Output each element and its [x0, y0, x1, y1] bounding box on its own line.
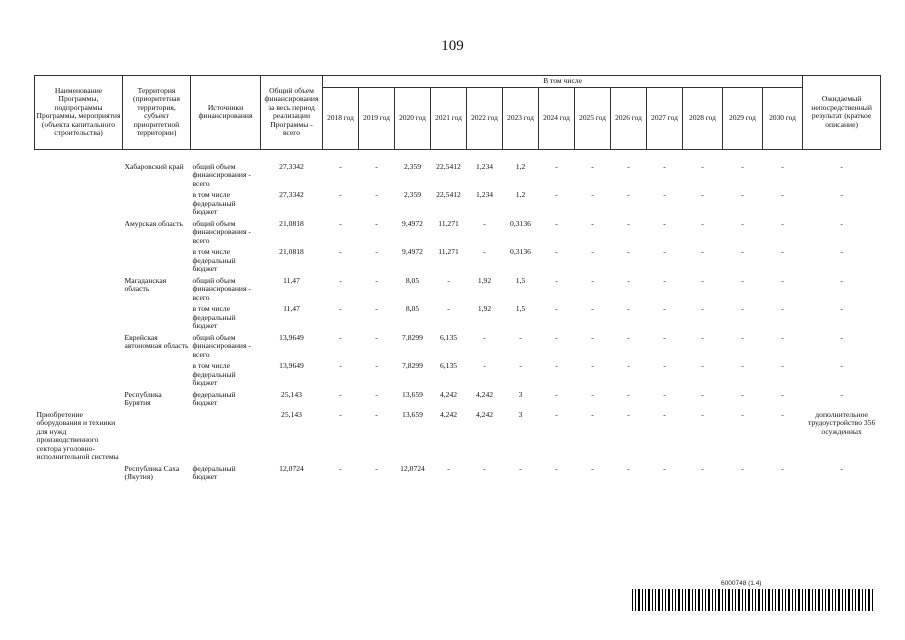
cell-year-value: -	[741, 304, 744, 313]
header-year: 2022 год	[467, 87, 503, 149]
header-year: 2025 год	[575, 87, 611, 149]
cell-year-value: 1,5	[515, 304, 526, 313]
cell-year-value: -	[339, 190, 342, 199]
cell-name	[35, 389, 123, 409]
header-year: 2019 год	[359, 87, 395, 149]
cell-territory: Амурская область	[124, 218, 183, 228]
cell-territory: Магаданская область	[124, 275, 167, 293]
cell-year-value: -	[701, 361, 704, 370]
cell-year-value: 4,242	[439, 409, 458, 419]
cell-year-value: -	[701, 275, 704, 285]
cell-result: -	[840, 389, 843, 399]
cell-year-value: 9,4972	[402, 218, 423, 228]
cell-year-value: -	[591, 361, 594, 370]
cell-year-value: -	[627, 389, 630, 399]
cell-year-value: -	[741, 361, 744, 370]
cell-year-value: 11,271	[438, 247, 459, 256]
cell-territory: Еврейская автономная область	[124, 332, 189, 350]
cell-year-value: -	[339, 389, 342, 399]
cell-year-value: -	[701, 389, 704, 399]
cell-year-value: -	[375, 275, 378, 285]
cell-year-value: 7,8299	[402, 361, 423, 370]
cell-year-value: -	[701, 304, 704, 313]
cell-year-value: 2,359	[403, 190, 422, 199]
cell-year-value: -	[663, 332, 666, 342]
cell-year-value: -	[375, 247, 378, 256]
cell-year-value: -	[447, 304, 450, 313]
header-result: Ожидаемый непосредственный результат (краткое описание)	[803, 76, 881, 150]
cell-territory: Республика Бурятия	[124, 389, 162, 407]
cell-year-value: -	[663, 304, 666, 313]
cell-year-value: -	[339, 275, 342, 285]
cell-year-value: -	[591, 389, 594, 399]
cell-source: общий объем финансирования - всего	[192, 275, 251, 302]
cell-year-value: -	[781, 409, 784, 419]
cell-source: общий объем финансирования - всего	[192, 218, 251, 245]
cell-year-value: 1,2	[515, 190, 526, 199]
cell-year-value: -	[663, 218, 666, 228]
cell-year-value: -	[741, 332, 744, 342]
cell-year-value: -	[627, 304, 630, 313]
cell-year-value: 7,8299	[402, 332, 423, 342]
cell-territory: Республика Саха (Якутия)	[124, 463, 180, 481]
header-year: 2021 год	[431, 87, 467, 149]
cell-name	[35, 303, 123, 332]
cell-year-value: 0,3136	[510, 247, 531, 256]
cell-year-value: 6,135	[439, 361, 458, 370]
cell-year-value: -	[781, 190, 784, 199]
header-year: 2029 год	[723, 87, 763, 149]
cell-year-value: 22,5412	[436, 161, 461, 171]
barcode-image	[632, 589, 876, 611]
cell-territory	[123, 303, 191, 332]
cell-year-value: -	[375, 218, 378, 228]
cell-territory	[123, 246, 191, 275]
cell-year-value: -	[555, 275, 558, 285]
financing-table	[34, 75, 881, 483]
cell-name	[35, 463, 123, 483]
cell-year-value: -	[741, 247, 744, 256]
cell-source: в том числе федеральный бюджет	[192, 361, 236, 387]
cell-year-value: -	[741, 389, 744, 399]
cell-name	[35, 332, 123, 361]
cell-year-value: -	[627, 409, 630, 419]
cell-year-value: -	[627, 161, 630, 171]
cell-year-value: -	[339, 409, 342, 419]
cell-year-value: -	[741, 218, 744, 228]
cell-name	[35, 189, 123, 218]
cell-year-value: -	[483, 361, 486, 370]
cell-year-value: -	[663, 190, 666, 199]
cell-year-value: -	[375, 409, 378, 419]
cell-year-value: -	[663, 389, 666, 399]
cell-total: 27,3342	[279, 161, 304, 171]
cell-year-value: 1,92	[477, 304, 492, 313]
cell-year-value: -	[555, 190, 558, 199]
cell-year-value: -	[701, 218, 704, 228]
cell-year-value: -	[781, 463, 784, 473]
cell-year-value: -	[591, 247, 594, 256]
cell-name	[35, 360, 123, 389]
cell-year-value: -	[701, 463, 704, 473]
header-total: Общий объем финансирования за весь период реализации Программы - всего	[261, 76, 323, 150]
cell-source: в том числе федеральный бюджет	[192, 247, 236, 273]
header-year: 2030 год	[763, 87, 803, 149]
cell-total: 11,47	[283, 275, 300, 285]
cell-result: -	[840, 190, 843, 199]
table-row	[35, 161, 881, 190]
cell-year-value: -	[591, 304, 594, 313]
cell-year-value: 4,242	[475, 409, 494, 419]
cell-year-value: -	[339, 161, 342, 171]
cell-source: федеральный бюджет	[192, 389, 236, 407]
cell-year-value: -	[483, 332, 486, 342]
header-year: 2027 год	[647, 87, 683, 149]
cell-year-value: -	[741, 409, 744, 419]
header-year: 2020 год	[395, 87, 431, 149]
cell-year-value: -	[663, 463, 666, 473]
cell-year-value: -	[555, 332, 558, 342]
cell-result: -	[840, 361, 843, 370]
table-row	[35, 303, 881, 332]
cell-territory: Хабаровский край	[124, 161, 184, 171]
header-name: Наименование Программы, подпрограммы Программы, мероприятия (объекта капитального строительства)	[35, 76, 123, 150]
cell-year-value: -	[375, 190, 378, 199]
cell-year-value: -	[591, 463, 594, 473]
cell-year-value: -	[781, 275, 784, 285]
cell-year-value: -	[663, 247, 666, 256]
cell-year-value: -	[781, 218, 784, 228]
cell-total: 13,9649	[279, 361, 304, 370]
cell-year-value: -	[483, 247, 486, 256]
cell-year-value: 3	[518, 409, 523, 419]
cell-result: -	[840, 332, 843, 342]
cell-year-value: -	[781, 304, 784, 313]
cell-year-value: -	[339, 304, 342, 313]
cell-year-value: -	[555, 389, 558, 399]
cell-year-value: -	[781, 361, 784, 370]
cell-year-value: -	[375, 361, 378, 370]
cell-result: -	[840, 463, 843, 473]
cell-year-value: 1,234	[475, 161, 494, 171]
table-row	[35, 463, 881, 483]
cell-source: общий объем финансирования - всего	[192, 161, 251, 188]
cell-year-value: -	[781, 161, 784, 171]
cell-year-value: -	[519, 332, 522, 342]
cell-year-value: 1,92	[477, 275, 492, 285]
cell-result: -	[840, 304, 843, 313]
cell-year-value: -	[627, 361, 630, 370]
cell-source: общий объем финансирования - всего	[192, 332, 251, 359]
cell-year-value: 8,05	[405, 275, 420, 285]
cell-year-value: -	[781, 332, 784, 342]
cell-year-value: -	[701, 190, 704, 199]
cell-year-value: -	[555, 247, 558, 256]
cell-year-value: 1,2	[515, 161, 526, 171]
cell-name	[35, 275, 123, 304]
cell-year-value: 11,271	[438, 218, 459, 228]
cell-year-value: -	[627, 275, 630, 285]
table-row	[35, 389, 881, 409]
cell-year-value: -	[701, 247, 704, 256]
cell-territory	[123, 360, 191, 389]
cell-year-value: -	[591, 190, 594, 199]
cell-source: федеральный бюджет	[192, 463, 236, 481]
cell-year-value: -	[741, 275, 744, 285]
cell-result: дополнительное трудоустройство 356 осужденных	[807, 409, 876, 436]
cell-year-value: 3	[518, 389, 523, 399]
cell-year-value: -	[701, 161, 704, 171]
cell-name	[35, 161, 123, 190]
cell-year-value: -	[781, 389, 784, 399]
barcode-caption: 6000748 (1.4)	[721, 580, 762, 587]
cell-year-value: -	[375, 389, 378, 399]
cell-source	[191, 409, 261, 463]
cell-year-value: -	[519, 361, 522, 370]
cell-year-value: 1,5	[515, 275, 526, 285]
cell-year-value: -	[555, 409, 558, 419]
cell-year-value: -	[339, 218, 342, 228]
cell-year-value: -	[741, 463, 744, 473]
cell-year-value: 6,135	[439, 332, 458, 342]
cell-year-value: -	[591, 161, 594, 171]
cell-year-value: -	[375, 161, 378, 171]
cell-year-value: -	[447, 463, 450, 473]
cell-year-value: -	[627, 332, 630, 342]
cell-result: -	[840, 161, 843, 171]
cell-year-value: -	[627, 463, 630, 473]
table-row	[35, 189, 881, 218]
header-territory: Территория (приоритетная территория, субъект приоритетной территории)	[123, 76, 191, 150]
header-year: 2024 год	[539, 87, 575, 149]
cell-result: -	[840, 247, 843, 256]
cell-total: 25,143	[281, 409, 302, 419]
cell-year-value: -	[781, 247, 784, 256]
cell-year-value: 4,242	[475, 389, 494, 399]
cell-year-value: -	[627, 247, 630, 256]
cell-year-value: -	[591, 332, 594, 342]
cell-year-value: 2,359	[403, 161, 422, 171]
cell-year-value: 8,05	[405, 304, 420, 313]
cell-total: 11,47	[283, 304, 300, 313]
header-year: 2028 год	[683, 87, 723, 149]
cell-source: в том числе федеральный бюджет	[192, 304, 236, 330]
cell-year-value: -	[663, 409, 666, 419]
cell-total: 21,0818	[279, 218, 304, 228]
table-row	[35, 409, 881, 463]
cell-year-value: -	[663, 361, 666, 370]
cell-year-value: 9,4972	[402, 247, 423, 256]
cell-year-value: -	[555, 161, 558, 171]
cell-territory	[123, 409, 191, 463]
cell-year-value: 13,659	[402, 409, 423, 419]
header-year: 2018 год	[323, 87, 359, 149]
cell-year-value: 13,659	[402, 389, 423, 399]
table-row	[35, 360, 881, 389]
cell-year-value: -	[555, 361, 558, 370]
header-sources: Источники финансирования	[191, 76, 261, 150]
cell-year-value: -	[701, 409, 704, 419]
cell-year-value: -	[555, 304, 558, 313]
cell-year-value: 4,242	[439, 389, 458, 399]
cell-result: -	[840, 275, 843, 285]
cell-territory	[123, 189, 191, 218]
cell-year-value: -	[375, 304, 378, 313]
cell-total: 12,0724	[279, 463, 304, 473]
cell-year-value: -	[483, 463, 486, 473]
cell-year-value: -	[555, 463, 558, 473]
cell-name	[35, 246, 123, 275]
cell-year-value: -	[375, 463, 378, 473]
cell-name: Приобретение оборудования и техники для нужд производственного сектора уголовно-исполнительной системы	[36, 409, 119, 461]
page-number: 109	[441, 38, 464, 54]
header-including: В том числе	[323, 76, 803, 88]
cell-year-value: 22,5412	[436, 190, 461, 199]
cell-total: 13,9649	[279, 332, 304, 342]
cell-year-value: -	[483, 218, 486, 228]
cell-year-value: -	[339, 332, 342, 342]
cell-year-value: -	[447, 275, 450, 285]
cell-year-value: -	[339, 361, 342, 370]
cell-year-value: -	[519, 463, 522, 473]
cell-year-value: -	[375, 332, 378, 342]
cell-year-value: -	[591, 275, 594, 285]
cell-total: 25,143	[281, 389, 302, 399]
table-row	[35, 332, 881, 361]
cell-year-value: -	[591, 218, 594, 228]
cell-year-value: -	[339, 463, 342, 473]
cell-year-value: -	[339, 247, 342, 256]
table-row	[35, 218, 881, 247]
cell-year-value: -	[555, 218, 558, 228]
cell-total: 27,3342	[279, 190, 304, 199]
cell-source: в том числе федеральный бюджет	[192, 190, 236, 216]
cell-year-value: -	[741, 161, 744, 171]
cell-year-value: -	[627, 218, 630, 228]
cell-year-value: -	[663, 161, 666, 171]
cell-year-value: 0,3136	[510, 218, 531, 228]
cell-name	[35, 218, 123, 247]
cell-year-value: -	[663, 275, 666, 285]
table-row	[35, 275, 881, 304]
header-year: 2023 год	[503, 87, 539, 149]
header-year: 2026 год	[611, 87, 647, 149]
cell-year-value: -	[627, 190, 630, 199]
cell-year-value: -	[591, 409, 594, 419]
cell-total: 21,0818	[279, 247, 304, 256]
cell-year-value: 1,234	[475, 190, 494, 199]
cell-result: -	[840, 218, 843, 228]
cell-year-value: 12,0724	[400, 463, 425, 473]
cell-year-value: -	[741, 190, 744, 199]
cell-year-value: -	[701, 332, 704, 342]
table-row	[35, 246, 881, 275]
